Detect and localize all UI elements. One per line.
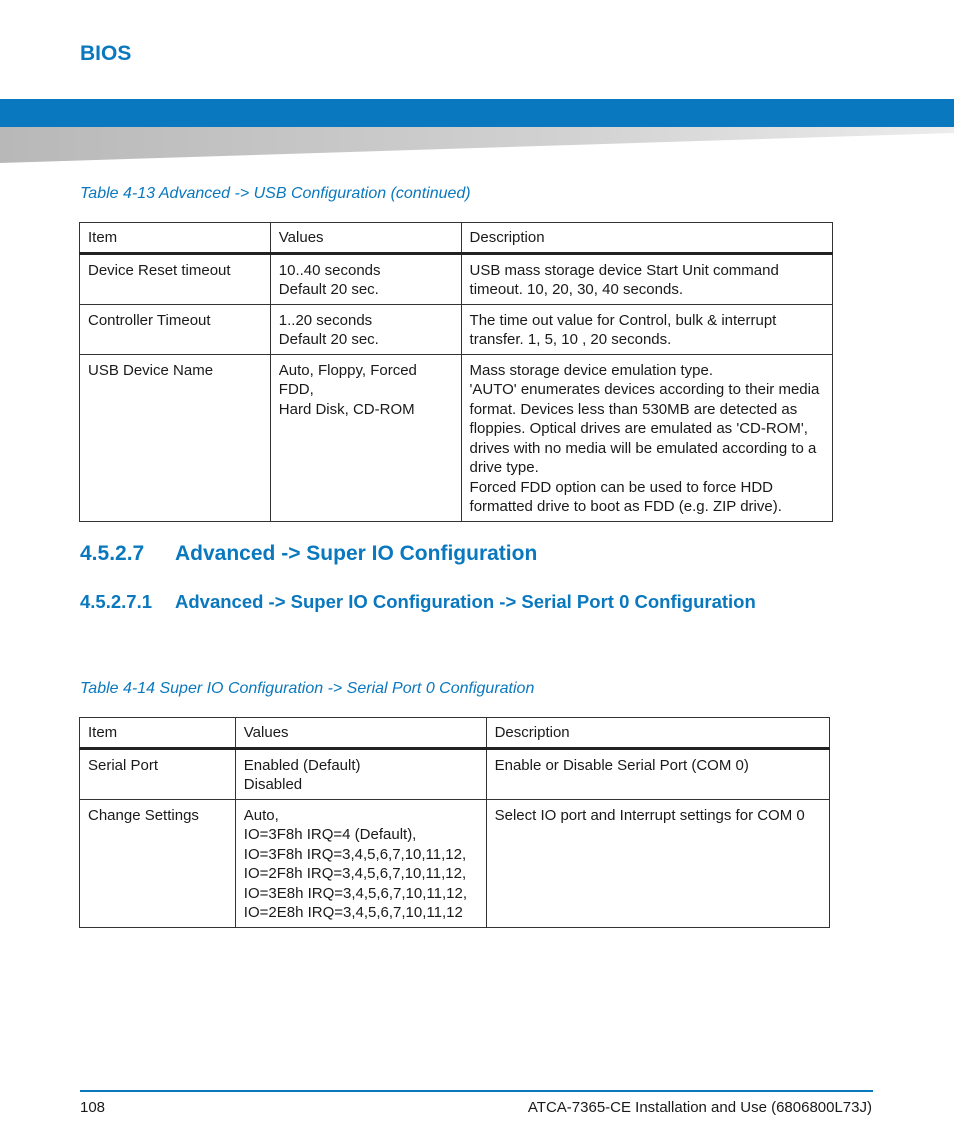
cell-description [461,354,832,521]
description-line: floppies. Optical drives are emulated as 'CD-ROM', [469,420,808,437]
values-line: Default 20 sec. [278,281,379,298]
table-row [80,253,833,304]
values-line: Auto, Floppy, Forced FDD, [278,361,417,398]
values-line: 1..20 seconds [278,311,373,329]
values-line: Enabled (Default) [243,756,361,774]
values-line: IO=3E8h IRQ=3,4,5,6,7,10,11,12, [243,884,467,902]
table-body [80,748,830,927]
description-line: timeout. 10, 20, 30, 40 seconds. [469,281,684,298]
serial-port-0-table [79,717,830,928]
table-header-row [80,223,833,254]
values-line: IO=3F8h IRQ=4 (Default), [243,826,417,843]
values-line: 10..40 seconds [278,261,381,279]
header-values: Values [235,718,486,749]
header-item: Item [80,718,236,749]
description-line: USB mass storage device Start Unit command [469,261,779,279]
values-line: IO=3F8h IRQ=3,4,5,6,7,10,11,12, [243,845,467,863]
header-description: Description [461,223,832,254]
header-item: Item [80,223,271,254]
cell-values [270,304,461,354]
table-row [80,304,833,354]
description-line: Mass storage device emulation type. [469,361,713,379]
description-line: Forced FDD option can be used to force HDD [469,478,774,496]
header-description: Description [486,718,829,749]
header-values: Values [270,223,461,254]
table-4-13-caption: Table 4-13 Advanced -> USB Configuration (continued) [80,185,471,202]
values-line: IO=2F8h IRQ=3,4,5,6,7,10,11,12, [243,865,467,882]
cell-item: Change Settings [80,799,236,927]
cell-description [461,304,832,354]
description-line: Select IO port and Interrupt settings for COM 0 [494,806,805,824]
section-heading-serial-port-0 [80,591,756,613]
values-line: Auto, [243,806,279,824]
description-line: drives with no media will be emulated according to a [469,439,817,457]
section-number: 4.5.2.7 [80,542,145,565]
cell-item: USB Device Name [80,354,271,521]
cell-item: Controller Timeout [80,304,271,354]
header-blue-band [0,99,954,127]
subsection-title: Advanced -> Super IO Configuration -> Serial Port 0 Configuration [175,591,756,612]
header-grey-swoosh [0,127,954,163]
document-title: ATCA-7365-CE Installation and Use (6806800L73J) [527,1099,872,1116]
table-row [80,799,830,927]
footer-rule [80,1090,873,1092]
chapter-title: BIOS [80,40,150,68]
usb-configuration-table [79,222,833,522]
values-line: Disabled [243,776,303,793]
table-body [80,253,833,521]
description-line: 'AUTO' enumerates devices according to their media [469,381,820,398]
table-row [80,748,830,799]
values-line: Default 20 sec. [278,331,379,348]
values-line: IO=2E8h IRQ=3,4,5,6,7,10,11,12 [243,904,463,921]
cell-values [235,799,486,927]
subsection-number: 4.5.2.7.1 [80,591,153,612]
cell-values [270,354,461,521]
page-number: 108 [80,1099,106,1116]
section-title: Advanced -> Super IO Configuration [175,542,538,565]
description-line: The time out value for Control, bulk & interrupt [469,311,777,329]
cell-description [461,253,832,304]
cell-description [486,799,829,927]
description-line: format. Devices less than 530MB are detected as [469,400,798,418]
description-line: drive type. [469,459,539,476]
cell-values [235,748,486,799]
values-line: Hard Disk, CD-ROM [278,400,415,418]
cell-item: Device Reset timeout [80,253,271,304]
cell-description [486,748,829,799]
description-line: formatted drive to boot as FDD (e.g. ZIP drive). [469,498,782,515]
cell-values [270,253,461,304]
description-line: Enable or Disable Serial Port (COM 0) [494,756,749,774]
description-line: transfer. 1, 5, 10 , 20 seconds. [469,331,672,348]
table-header-row [80,718,830,749]
cell-item: Serial Port [80,748,236,799]
table-row [80,354,833,521]
section-heading-super-io [80,542,537,566]
table-4-14-caption: Table 4-14 Super IO Configuration -> Serial Port 0 Configuration [80,680,535,697]
